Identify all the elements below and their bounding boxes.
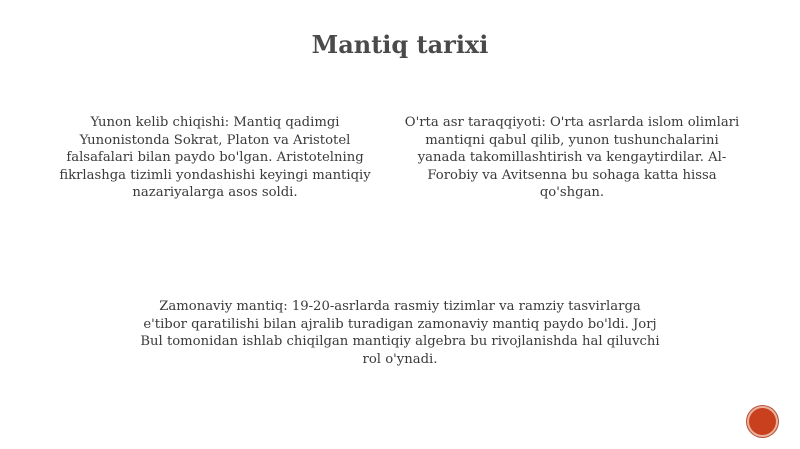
section-greek-origin: Yunon kelib chiqishi: Mantiq qadimgi Yunonistonda Sokrat, Platon va Aristotel falsafalari bilan paydo bo'lgan. Aristotelning fikrlashga tizimli yondashishi keyingi mantiqiy nazariyalarga asos soldi.	[59, 115, 371, 201]
section-medieval-development: O'rta asr taraqqiyoti: O'rta asrlarda islom olimlari mantiqni qabul qilib, yunon tushunchalarini yanada takomillashtirish va kengaytirdilar. Al-Forobiy va Avitsenna bu sohaga katta hissa qo'shgan.	[404, 115, 740, 201]
next-slide-circle-icon[interactable]	[749, 408, 776, 435]
section-modern-logic: Zamonaviy mantiq: 19-20-asrlarda rasmiy tizimlar va ramziy tasvirlarga e'tibor qaratilishi bilan ajralib turadigan zamonaviy mantiq paydo bo'ldi. Jorj Bul tomonidan ishlab chiqilgan mantiqiy algebra bu rivojlanishda hal qiluvchi rol o'ynadi.	[140, 299, 660, 367]
slide-title: Mantiq tarixi	[311, 30, 489, 59]
